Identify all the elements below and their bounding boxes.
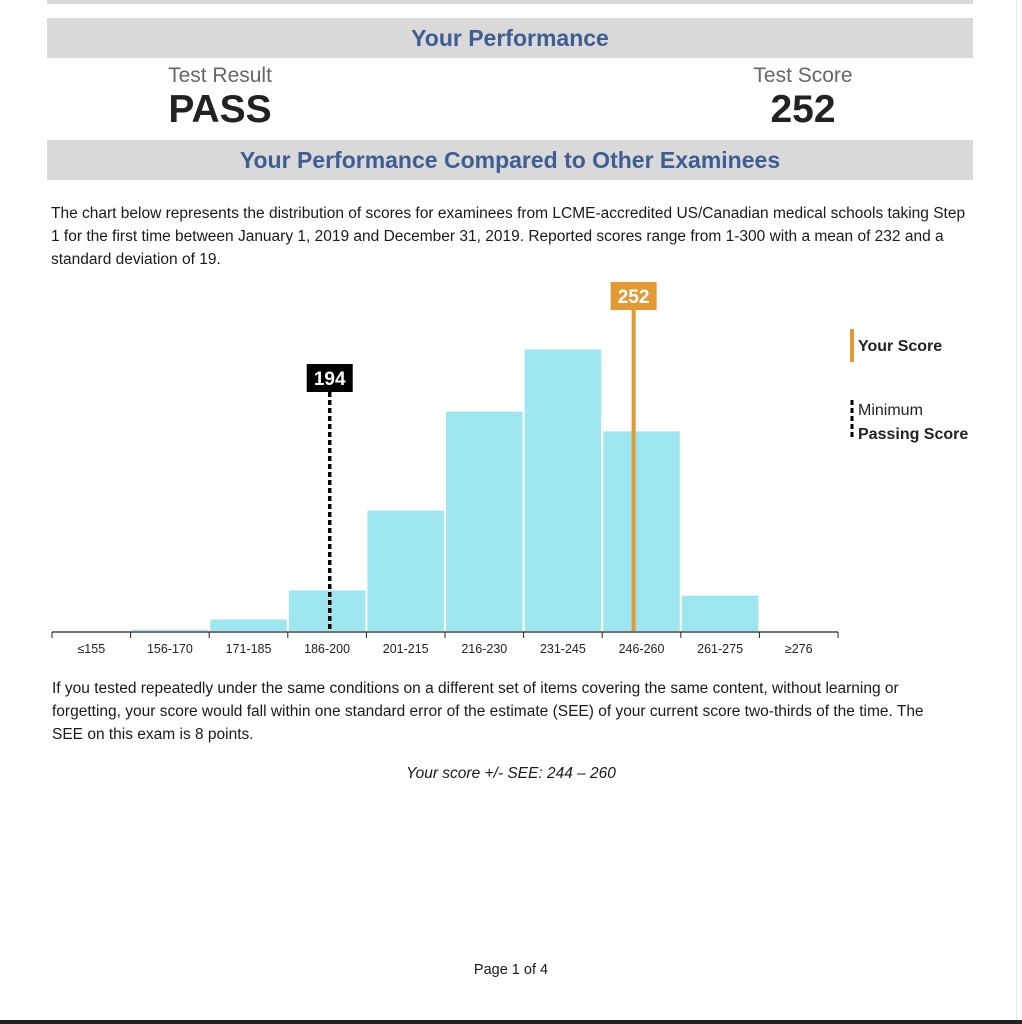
x-tick-label-0: ≤155	[77, 642, 106, 656]
performance-title: Your Performance	[411, 24, 609, 51]
legend-your-score-label: Your Score	[858, 338, 943, 355]
bar-4	[367, 511, 444, 631]
bar-2	[210, 619, 287, 631]
see-paragraph: If you tested repeatedly under the same conditions on a different set of items covering the same content, without learning or forgetting, your score would fall within one standard error of the estimate (SEE) of your current score two-thirds of the time. The SEE on this exam is 8 points.	[52, 680, 924, 743]
test-result-label: Test Result	[168, 64, 272, 87]
min-pass-label: 194	[313, 369, 346, 390]
x-tick-label-2: 171-185	[225, 642, 272, 656]
x-tick-label-1: 156-170	[146, 642, 193, 656]
x-tick-label-3: 186-200	[304, 642, 351, 656]
legend-min-pass-label-line2: Passing Score	[858, 426, 969, 443]
test-score-label: Test Score	[753, 64, 853, 87]
bar-1	[132, 630, 209, 631]
bar-6	[525, 350, 602, 631]
intro-paragraph: The chart below represents the distribution of scores for examinees from LCME-accredited US/Canadian medical schools taking Step 1 for the first time between January 1, 2019 and December 31, 2019. Reported scores range from 1-300 with a mean of 232 and a standard deviation of 19.	[51, 205, 966, 268]
bar-3	[289, 590, 366, 631]
x-tick-label-9: ≥276	[784, 642, 813, 656]
bar-8	[682, 596, 759, 631]
x-tick-label-4: 201-215	[382, 642, 429, 656]
your-score-label: 252	[617, 287, 650, 308]
legend-min-pass-label-line1: Minimum	[858, 402, 923, 419]
x-tick-label-6: 231-245	[539, 642, 586, 656]
comparison-title: Your Performance Compared to Other Examinees	[239, 146, 781, 173]
legend-your-score-swatch	[850, 329, 854, 362]
see-range: Your score +/- SEE: 244 – 260	[406, 765, 616, 782]
page-number: Page 1 of 4	[473, 962, 549, 978]
test-score-value: 252	[770, 88, 836, 131]
test-result-value: PASS	[168, 88, 272, 131]
bar-5	[446, 412, 523, 631]
x-tick-label-8: 261-275	[697, 642, 744, 656]
bottom-rule	[0, 1020, 1022, 1024]
bar-7	[603, 431, 680, 631]
x-tick-label-5: 216-230	[461, 642, 508, 656]
x-tick-label-7: 246-260	[618, 642, 665, 656]
